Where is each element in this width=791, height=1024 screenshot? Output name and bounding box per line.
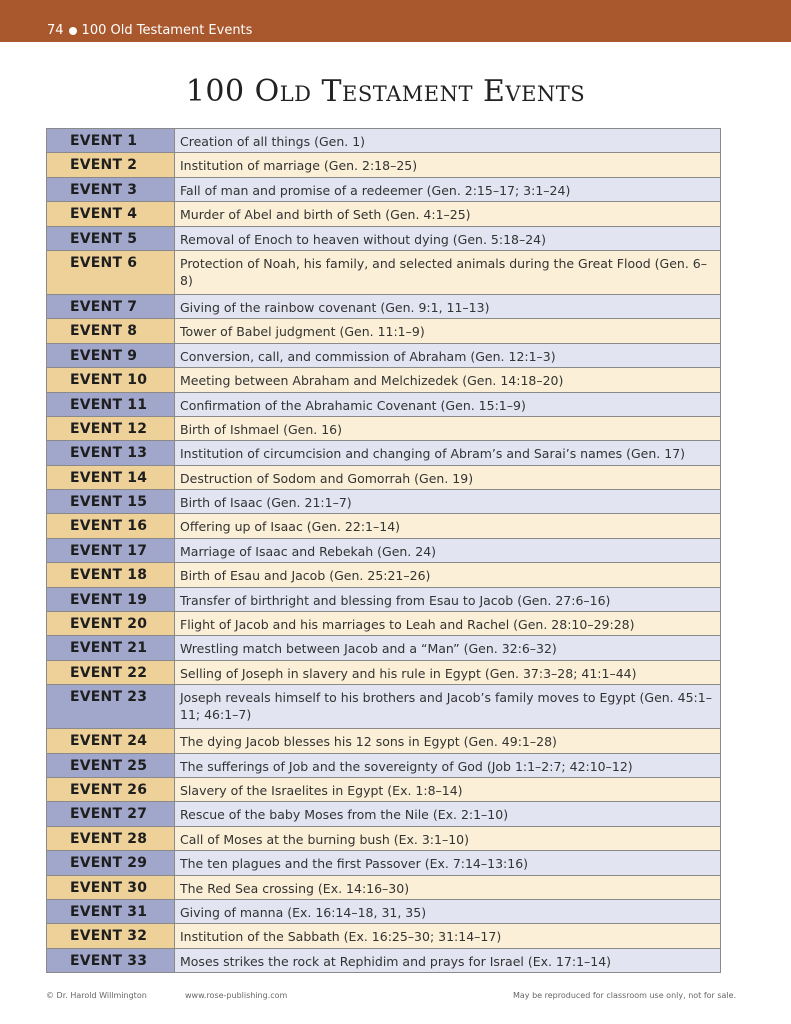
table-row	[47, 490, 721, 514]
table-row	[47, 319, 721, 343]
table-row	[47, 294, 721, 318]
event-description: Institution of circumcision and changing of Abram’s and Sarai’s names (Gen. 17)	[175, 441, 721, 465]
table-row	[47, 202, 721, 226]
event-label: EVENT 1	[47, 129, 175, 153]
table-row	[47, 538, 721, 562]
event-label: EVENT 32	[47, 924, 175, 948]
bullet-dot-icon	[69, 27, 77, 35]
event-label: EVENT 5	[47, 226, 175, 250]
event-description: Meeting between Abraham and Melchizedek (Gen. 14:18–20)	[175, 368, 721, 392]
event-description: Offering up of Isaac (Gen. 22:1–14)	[175, 514, 721, 538]
running-header	[0, 0, 791, 42]
table-row	[47, 753, 721, 777]
event-label: EVENT 16	[47, 514, 175, 538]
events-table	[46, 128, 721, 973]
event-description: Call of Moses at the burning bush (Ex. 3:1–10)	[175, 826, 721, 850]
table-row	[47, 465, 721, 489]
event-description: The sufferings of Job and the sovereignty of God (Job 1:1–2:7; 42:10–12)	[175, 753, 721, 777]
event-label: EVENT 28	[47, 826, 175, 850]
event-description: Birth of Ishmael (Gen. 16)	[175, 416, 721, 440]
table-row	[47, 343, 721, 367]
event-label: EVENT 14	[47, 465, 175, 489]
table-row	[47, 368, 721, 392]
event-description: Protection of Noah, his family, and selected animals during the Great Flood (Gen. 6–8)	[175, 250, 721, 294]
running-header-title: 100 Old Testament Events	[81, 23, 253, 38]
table-row	[47, 660, 721, 684]
event-label: EVENT 30	[47, 875, 175, 899]
event-description: Creation of all things (Gen. 1)	[175, 129, 721, 153]
event-label: EVENT 24	[47, 729, 175, 753]
event-label: EVENT 25	[47, 753, 175, 777]
table-row	[47, 392, 721, 416]
event-label: EVENT 18	[47, 563, 175, 587]
event-description: Confirmation of the Abrahamic Covenant (Gen. 15:1–9)	[175, 392, 721, 416]
event-description: The dying Jacob blesses his 12 sons in Egypt (Gen. 49:1–28)	[175, 729, 721, 753]
table-row	[47, 177, 721, 201]
table-row	[47, 685, 721, 729]
footer-notice: May be reproduced for classroom use only, not for sale.	[513, 991, 737, 1000]
event-label: EVENT 9	[47, 343, 175, 367]
table-row	[47, 924, 721, 948]
footer-copyright: © Dr. Harold Willmington	[46, 991, 147, 1000]
event-description: Removal of Enoch to heaven without dying (Gen. 5:18–24)	[175, 226, 721, 250]
table-row	[47, 875, 721, 899]
table-row	[47, 777, 721, 801]
event-label: EVENT 23	[47, 685, 175, 729]
event-description: Murder of Abel and birth of Seth (Gen. 4:1–25)	[175, 202, 721, 226]
event-label: EVENT 27	[47, 802, 175, 826]
event-description: Giving of the rainbow covenant (Gen. 9:1, 11–13)	[175, 294, 721, 318]
table-row	[47, 250, 721, 294]
table-row	[47, 636, 721, 660]
table-row	[47, 899, 721, 923]
table-row	[47, 802, 721, 826]
table-row	[47, 153, 721, 177]
event-label: EVENT 13	[47, 441, 175, 465]
table-row	[47, 729, 721, 753]
event-description: Transfer of birthright and blessing from Esau to Jacob (Gen. 27:6–16)	[175, 587, 721, 611]
event-description: Tower of Babel judgment (Gen. 11:1–9)	[175, 319, 721, 343]
page-number: 74	[47, 23, 64, 38]
event-label: EVENT 10	[47, 368, 175, 392]
event-description: Institution of the Sabbath (Ex. 16:25–30; 31:14–17)	[175, 924, 721, 948]
table-row	[47, 129, 721, 153]
event-description: Conversion, call, and commission of Abraham (Gen. 12:1–3)	[175, 343, 721, 367]
event-label: EVENT 2	[47, 153, 175, 177]
table-row	[47, 612, 721, 636]
event-label: EVENT 26	[47, 777, 175, 801]
footer-website: www.rose-publishing.com	[185, 991, 288, 1000]
event-description: Slavery of the Israelites in Egypt (Ex. 1:8–14)	[175, 777, 721, 801]
event-label: EVENT 19	[47, 587, 175, 611]
event-label: EVENT 31	[47, 899, 175, 923]
table-row	[47, 441, 721, 465]
event-label: EVENT 15	[47, 490, 175, 514]
table-row	[47, 948, 721, 972]
page-title: 100 Old Testament Events	[185, 74, 586, 109]
event-label: EVENT 29	[47, 851, 175, 875]
event-label: EVENT 12	[47, 416, 175, 440]
event-description: Moses strikes the rock at Rephidim and prays for Israel (Ex. 17:1–14)	[175, 948, 721, 972]
event-description: Selling of Joseph in slavery and his rule in Egypt (Gen. 37:3–28; 41:1–44)	[175, 660, 721, 684]
table-row	[47, 851, 721, 875]
event-description: Birth of Esau and Jacob (Gen. 25:21–26)	[175, 563, 721, 587]
event-label: EVENT 21	[47, 636, 175, 660]
event-description: Marriage of Isaac and Rebekah (Gen. 24)	[175, 538, 721, 562]
table-row	[47, 826, 721, 850]
event-description: Joseph reveals himself to his brothers and Jacob’s family moves to Egypt (Gen. 45:1–11; 46:1–7)	[175, 685, 721, 729]
event-description: Giving of manna (Ex. 16:14–18, 31, 35)	[175, 899, 721, 923]
event-description: Rescue of the baby Moses from the Nile (Ex. 2:1–10)	[175, 802, 721, 826]
event-label: EVENT 33	[47, 948, 175, 972]
event-description: The ten plagues and the first Passover (Ex. 7:14–13:16)	[175, 851, 721, 875]
table-row	[47, 226, 721, 250]
event-label: EVENT 7	[47, 294, 175, 318]
event-description: The Red Sea crossing (Ex. 14:16–30)	[175, 875, 721, 899]
event-description: Flight of Jacob and his marriages to Leah and Rachel (Gen. 28:10–29:28)	[175, 612, 721, 636]
event-label: EVENT 20	[47, 612, 175, 636]
table-row	[47, 514, 721, 538]
event-description: Fall of man and promise of a redeemer (Gen. 2:15–17; 3:1–24)	[175, 177, 721, 201]
event-description: Destruction of Sodom and Gomorrah (Gen. 19)	[175, 465, 721, 489]
event-label: EVENT 17	[47, 538, 175, 562]
event-description: Wrestling match between Jacob and a “Man” (Gen. 32:6–32)	[175, 636, 721, 660]
event-label: EVENT 22	[47, 660, 175, 684]
event-label: EVENT 11	[47, 392, 175, 416]
event-label: EVENT 8	[47, 319, 175, 343]
table-row	[47, 416, 721, 440]
table-row	[47, 563, 721, 587]
event-description: Institution of marriage (Gen. 2:18–25)	[175, 153, 721, 177]
event-label: EVENT 4	[47, 202, 175, 226]
event-description: Birth of Isaac (Gen. 21:1–7)	[175, 490, 721, 514]
event-label: EVENT 3	[47, 177, 175, 201]
event-label: EVENT 6	[47, 250, 175, 294]
table-row	[47, 587, 721, 611]
